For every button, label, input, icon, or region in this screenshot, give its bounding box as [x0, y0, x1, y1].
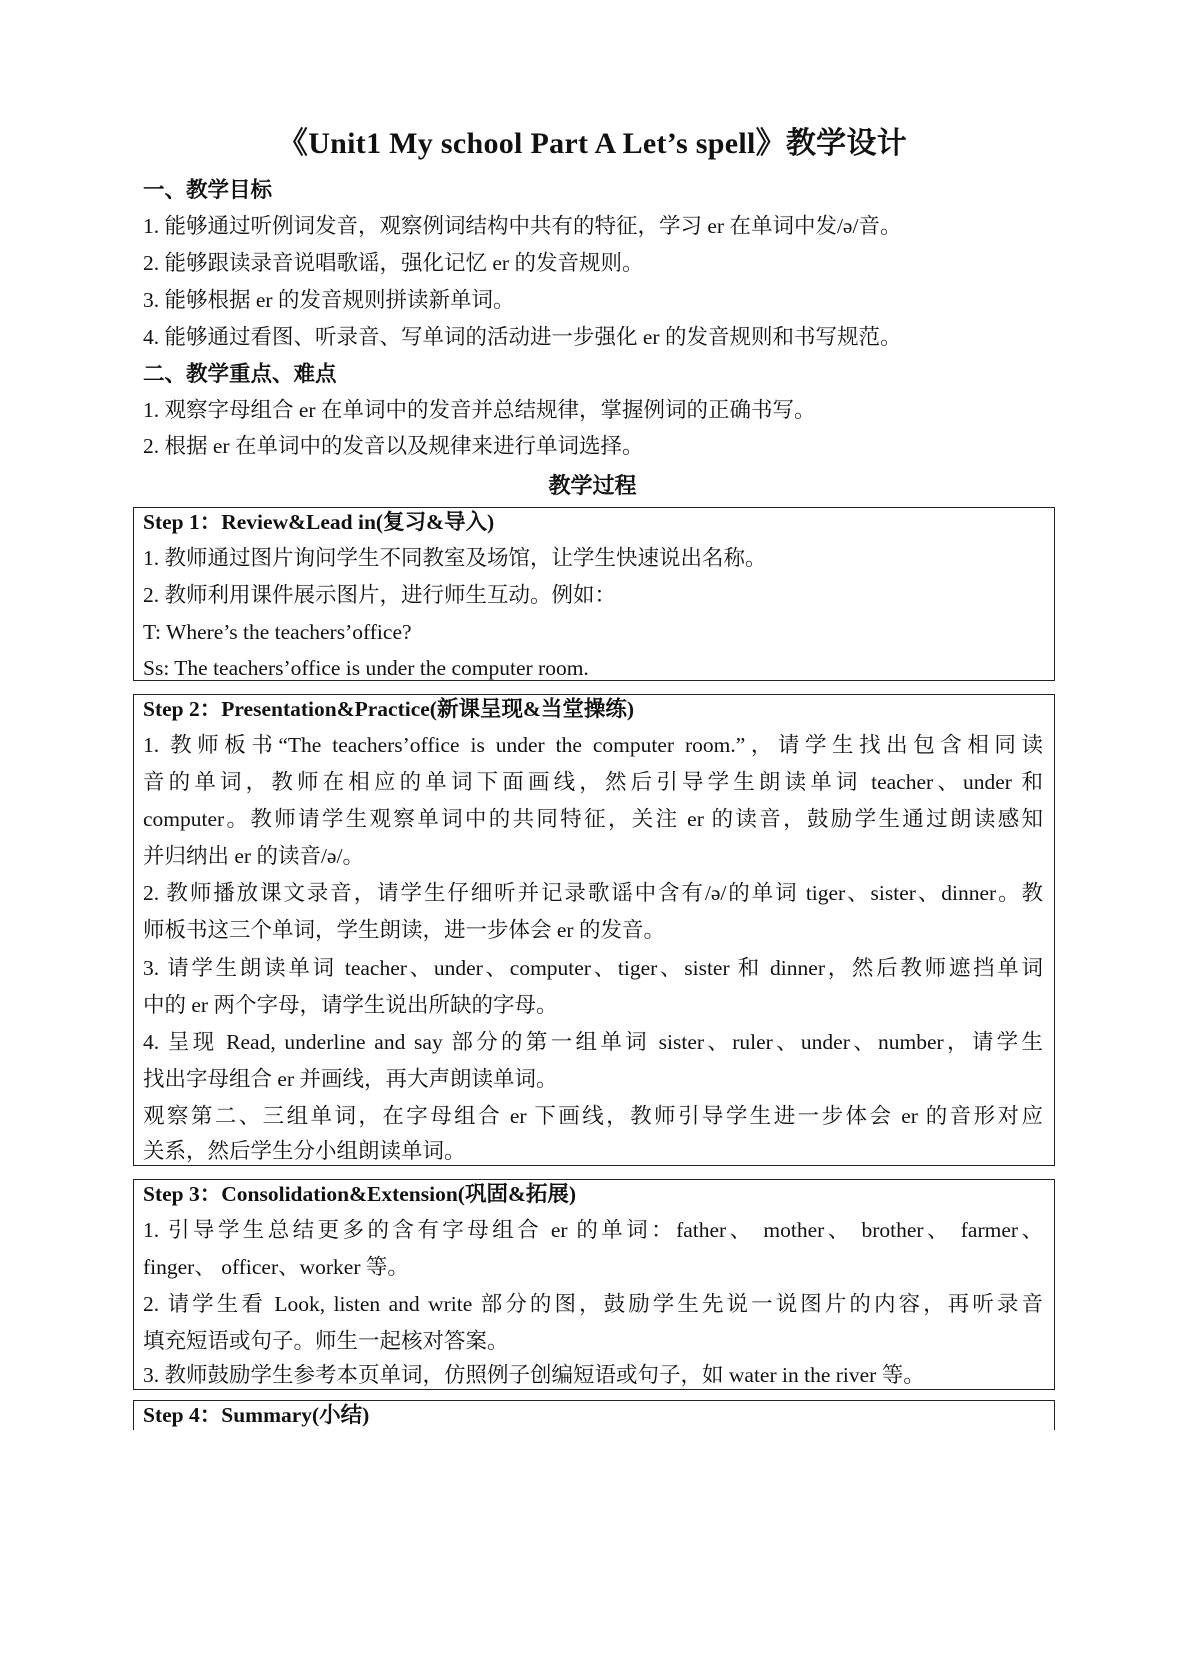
step-1-line: T: Where’s the teachers’office? [143, 620, 412, 644]
objective-item-1: 1. 能够通过听例词发音，观察例词结构中共有的特征，学习 er 在单词中发/ə/音。 [143, 214, 902, 238]
step-2-line: 1. 教师板书“The teachers’office is under the computer room.”，请学生找出包含相同读 [143, 733, 1043, 757]
key-point-item-2: 2. 根据 er 在单词中的发音以及规律来进行单词选择。 [143, 434, 644, 458]
document-title: 《Unit1 My school Part A Let’s spell》教学设计 [277, 127, 908, 160]
objective-item-4: 4. 能够通过看图、听录音、写单词的活动进一步强化 er 的发音规则和书写规范。 [143, 325, 902, 349]
step-1-line: 1. 教师通过图片询问学生不同教室及场馆，让学生快速说出名称。 [143, 546, 767, 570]
objective-item-3: 3. 能够根据 er 的发音规则拼读新单词。 [143, 288, 515, 312]
step-2-line: 2. 教师播放课文录音，请学生仔细听并记录歌谣中含有/ə/的单词 tiger、sister、dinner。教 [143, 881, 1043, 905]
step-4-box [133, 1400, 1055, 1430]
step-2-line: 3. 请学生朗读单词 teacher、under、computer、tiger、sister 和 dinner，然后教师遮挡单词 [143, 956, 1043, 980]
objectives-heading: 一、教学目标 [143, 178, 273, 202]
step-3-line: 3. 教师鼓励学生参考本页单词，仿照例子创编短语或句子，如 water in the river 等。 [143, 1363, 925, 1387]
step-3-line: finger、 officer、worker 等。 [143, 1255, 409, 1279]
objective-item-2: 2. 能够跟读录音说唱歌谣，强化记忆 er 的发音规则。 [143, 251, 644, 275]
step-2-line: 4. 呈现 Read, underline and say 部分的第一组单词 sister、ruler、under、number，请学生 [143, 1030, 1043, 1054]
step-3-line: 2. 请学生看 Look, listen and write 部分的图，鼓励学生先说一说图片的内容，再听录音 [143, 1292, 1043, 1316]
step-1-box [133, 507, 1055, 681]
step-2-line: 并归纳出 er 的读音/ə/。 [143, 844, 364, 868]
step-3-line: 填充短语或句子。师生一起核对答案。 [143, 1329, 509, 1353]
key-points-heading: 二、教学重点、难点 [143, 362, 337, 386]
step-3-box [133, 1179, 1055, 1390]
step-1-title: Step 1：Review&Lead in(复习&导入) [143, 510, 495, 534]
key-point-item-1: 1. 观察字母组合 er 在单词中的发音并总结规律，掌握例词的正确书写。 [143, 398, 816, 422]
step-2-box [133, 694, 1055, 1166]
step-2-line: 师板书这三个单词，学生朗读，进一步体会 er 的发音。 [143, 918, 665, 942]
step-2-line: 关系，然后学生分小组朗读单词。 [143, 1139, 466, 1163]
step-2-line: 音的单词，教师在相应的单词下面画线，然后引导学生朗读单词 teacher、under 和 [143, 770, 1043, 794]
step-1-line: Ss: The teachers’office is under the computer room. [143, 656, 589, 680]
step-3-title: Step 3：Consolidation&Extension(巩固&拓展) [143, 1182, 577, 1206]
step-4-title: Step 4：Summary(小结) [143, 1403, 370, 1427]
process-heading: 教学过程 [548, 473, 637, 498]
step-2-line: 中的 er 两个字母，请学生说出所缺的字母。 [143, 993, 558, 1017]
step-1-line: 2. 教师利用课件展示图片，进行师生互动。例如： [143, 583, 617, 607]
step-3-line: 1. 引导学生总结更多的含有字母组合 er 的单词：father、 mother、 brother、 farmer、 [143, 1218, 1043, 1242]
step-2-line: 找出字母组合 er 并画线，再大声朗读单词。 [143, 1067, 558, 1091]
step-2-line: 观察第二、三组单词，在字母组合 er 下画线，教师引导学生进一步体会 er 的音形对应 [143, 1104, 1043, 1128]
step-2-line: computer。教师请学生观察单词中的共同特征，关注 er 的读音，鼓励学生通过朗读感知 [143, 807, 1043, 831]
step-2-title: Step 2：Presentation&Practice(新课呈现&当堂操练) [143, 697, 635, 721]
